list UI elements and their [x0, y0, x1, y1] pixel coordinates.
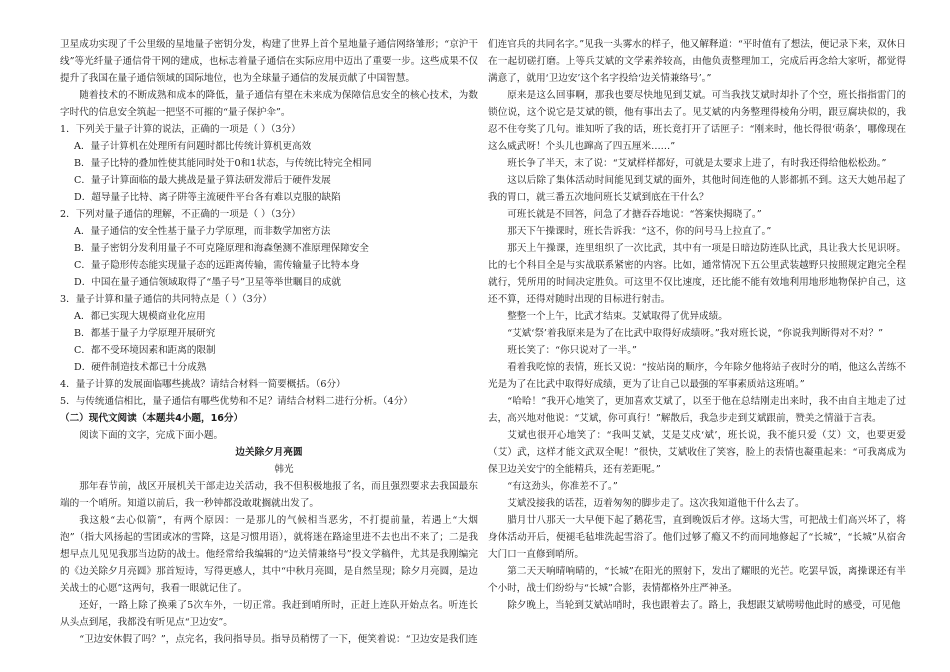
paragraph-future: 随着技术的不断成熟和成本的降低，量子通信有望在未来成为保障信息安全的核心技术，为数字时代的信息安全筑起一把坚不可摧的“量子保护伞”。	[60, 90, 478, 118]
question-1-option-b: B．量子比特的叠加性使其能同时处于0和1状态，与传统比特完全相同	[74, 158, 372, 169]
right-column	[488, 36, 906, 614]
question-3-option-b: B．都基于量子力学原理开展研究	[74, 328, 216, 339]
story-paragraph: “艾斌‘祭’着我原来是为了在比武中取得好成绩呀。”我对班长说，“你说我判断得对不对？”	[507, 328, 884, 339]
story-paragraph: 腊月廿八那天一大早便下起了鹅花雪，直到晚饭后才停。这场大雪，可把战士们高兴坏了，将身体活动开后，便褪毛毡堆洗起雪浴了。他们过够了瘾又不约而同地修起了“长城”，“长城”从宿舍大门口一直修到哨所。	[488, 515, 906, 560]
question-3-option-a: A．都已实现大规模商业化应用	[74, 311, 206, 322]
question-3-stem: 3．量子计算和量子通信的共同特点是（ ）（3分）	[60, 294, 272, 305]
story-title: 边关除夕月亮圆	[235, 447, 303, 458]
question-3-option-d: D．硬件制造技术都已十分成熟	[74, 362, 207, 373]
reading-instruction: 阅读下面的文字，完成下面小题。	[79, 430, 224, 441]
story-paragraph: 们连官兵的共同名字。”见我一头雾水的样子，他又解释道：“平时值有了想法，便记录下来，双休日在一起切磋打磨。上等兵艾斌的文学素养较高，由他负责整理加工，完成后再念给大家听，都觉得满意了，就用‘卫边安’这个名字投给‘边关情兼络号’。”	[488, 39, 906, 84]
question-1-option-c: C．量子计算面临的最大挑战是量子算法研发滞后于硬件发展	[74, 175, 331, 186]
story-paragraph: 原来是这么回事啊，那我也要尽快地见到艾斌。可当我找艾斌时却扑了个空，班长指指雷门的锁位说，这个说它是艾斌的锁，他有事出去了。见艾斌的内务整理得棱角分明，跟豆腐块似的，我忍不住夸奖了几句。谁知听了我的话，班长竟打开了话匣子：“刚来时，他长得很‘萌条’，哪像现在这么威武呀！个头儿也蹿高了四五厘米……”	[488, 90, 906, 152]
story-paragraph: 那年春节前，战区开展机关干部走边关活动，我不但积极地报了名，而且强烈要求去我国最东端的一个哨所。知道以前后，我一秒钟都没敢耽搁就出发了。	[60, 481, 478, 509]
story-paragraph: 除夕晚上，当轮到艾斌站哨时，我也跟着去了。路上，我想跟艾斌唠唠他此时的感受，可见他	[507, 600, 901, 611]
story-paragraph: 可班长就是不回答，问急了才搪吞吞地说：“答案快揭晓了。”	[507, 209, 762, 220]
story-author: 韩光	[274, 464, 294, 475]
question-2-option-d: D．中国在量子通信领域取得了“墨子号”卫星等举世瞩目的成就	[74, 277, 341, 288]
question-5: 5．与传统通信相比，量子通信有哪些优势和不足？请结合材料二进行分析。（4分）	[60, 396, 413, 407]
story-paragraph: 班长笑了：“你只说对了一半。”	[507, 345, 637, 356]
question-2-option-a: A．量子通信的安全性基于量子力学原理，而非数学加密方法	[74, 226, 331, 237]
story-paragraph: 那天上午操课，连里组织了一次比武，其中有一项是日暗边防连队比武，具让我大长见识呀。比的七个科目全是与实战联系紧密的内容。比如，通常情况下五公里武装越野只按照规定跑完全程就行，凭所用的时间决定胜负。可这里不仅比速度，还比能不能有效地利用地形地物保护自己，这还不算，还得对随时出现的目标进行射击。	[488, 243, 906, 305]
question-2-stem: 2．下列对量子通信的理解，不正确的一项是（ ）（3分）	[60, 209, 301, 220]
story-paragraph: 艾斌没接我的话茬，迈着匆匆的脚步走了。这次我知道他干什么去了。	[507, 498, 805, 509]
section-heading: （二）现代文阅读（本题共4小题，16分）	[60, 413, 244, 424]
question-3-option-c: C．都不受环境因素和距离的限制	[74, 345, 216, 356]
story-paragraph: 还好，一路上除了换乘了5次车外，一切正常。我赶到哨所时，正赶上连队开始点名。听连长从头点到尾，我都没有听见点“卫边安”。	[60, 600, 478, 628]
question-1-option-a: A．量子计算机在处理所有问题时都比传统计算机更高效	[74, 141, 312, 152]
story-paragraph: 艾斌也很开心地笑了：“我叫艾斌，艾是艾戍‘斌’，班长说，我不能只爱（艾）文，也要更爱（艾）武，这样才能文武双全呢！”很快，艾斌收住了笑容，脸上的表情也凝重起来：“可我离成为保卫边关安宁的全能精兵，还有差距呢。”	[488, 430, 906, 475]
question-4: 4．量子计算的发展面临哪些挑战？请结合材料一简要概括。（6分）	[60, 379, 346, 390]
story-paragraph: “有这劲头，你准差不了。”	[507, 481, 618, 492]
story-paragraph: “卫边安休假了吗？”，点完名，我问指导员。指导员稍愣了一下，便笑着说：“卫边安是我们连	[79, 634, 478, 645]
story-paragraph: 这以后除了集体活动时间能见到艾斌的面外，其他时间连他的人影都抓不到。这天大她吊起了我的胃口，就三番五次地问班长艾斌到底在干什么？	[488, 175, 906, 203]
question-2-option-b: B．量子密钥分发利用量子不可克隆原理和海森堡测不准原理保障安全	[74, 243, 369, 254]
story-paragraph: 我这般“去心似箭”，有两个原因：一是那儿的气候相当恶劣，不打提前量，若遇上“大烟泡”（指大风扬起的雪团或冰的雪降，这是习惯用语），就将迷在路途里进不去也出不来了；二是我想早点儿见见我那当边防的战士。他经常给我编辑的“边关情兼络号”投文学稿件，尤其是我刚编完的《边关除夕月亮圆》那首短诗，写得更感人，其中“中秋月亮圆，是自然呈现；除夕月亮圆，是边关战士的心愿”这两句，我看一眼就记住了。	[60, 515, 478, 594]
story-paragraph: 看着我吃惊的表情，班长又说：“按站岗的顺序，今年除夕他将站子夜时分的哨，他这么苦练不光是为了在比武中取得好成绩，更为了让自己以最强的军事素质站这班哨。”	[488, 362, 906, 390]
story-paragraph: 第二天天响晴响晴的，“长城”在阳光的照射下，发出了耀眼的光芒。吃罢早饭，离操课还有半个小时，战士们纷纷与“长城”合影，表情都格外庄严神圣。	[488, 566, 906, 594]
story-paragraph: 那天下午操课时，班长告诉我：“这不，你的问号马上拉直了。”	[507, 226, 772, 237]
story-paragraph: 班长争了半天，末了说：“艾斌样样都好，可就是太要求上进了，有时我还得给他松松劲。”	[507, 158, 887, 169]
question-2-option-c: C．量子隐形传态能实现量子态的远距离传输，需传输量子比特本身	[74, 260, 360, 271]
question-1-stem: 1．下列关于量子计算的说法，正确的一项是（ ）（3分）	[60, 124, 301, 135]
story-paragraph: “哈哈！”我开心地笑了，更加喜欢艾斌了，以至于他在总结刚走出来时，我不由自主地走了过去，高兴地对他说：“艾斌，你可真行！”解散后，我急步走到艾斌跟前，赞美之情溢于言表。	[488, 396, 906, 424]
left-column	[60, 36, 478, 648]
question-1-option-d: D．超导量子比特、离子阱等主流硬件平台各有难以克服的缺陷	[74, 192, 341, 203]
paragraph-satellite: 卫星成功实现了千公里级的星地量子密钥分发，构建了世界上首个星地量子通信网络雏形；“京沪干线”等光纤量子通信骨干网的建成，也标志着量子通信在实际应用中迈出了重要一步。这些成果不仅提升了我国在量子通信领域的国际地位，也为全球量子通信的发展贡献了中国智慧。	[60, 39, 478, 84]
story-paragraph: 整整一个上午，比武才结束。艾斌取得了优异成绩。	[507, 311, 728, 322]
